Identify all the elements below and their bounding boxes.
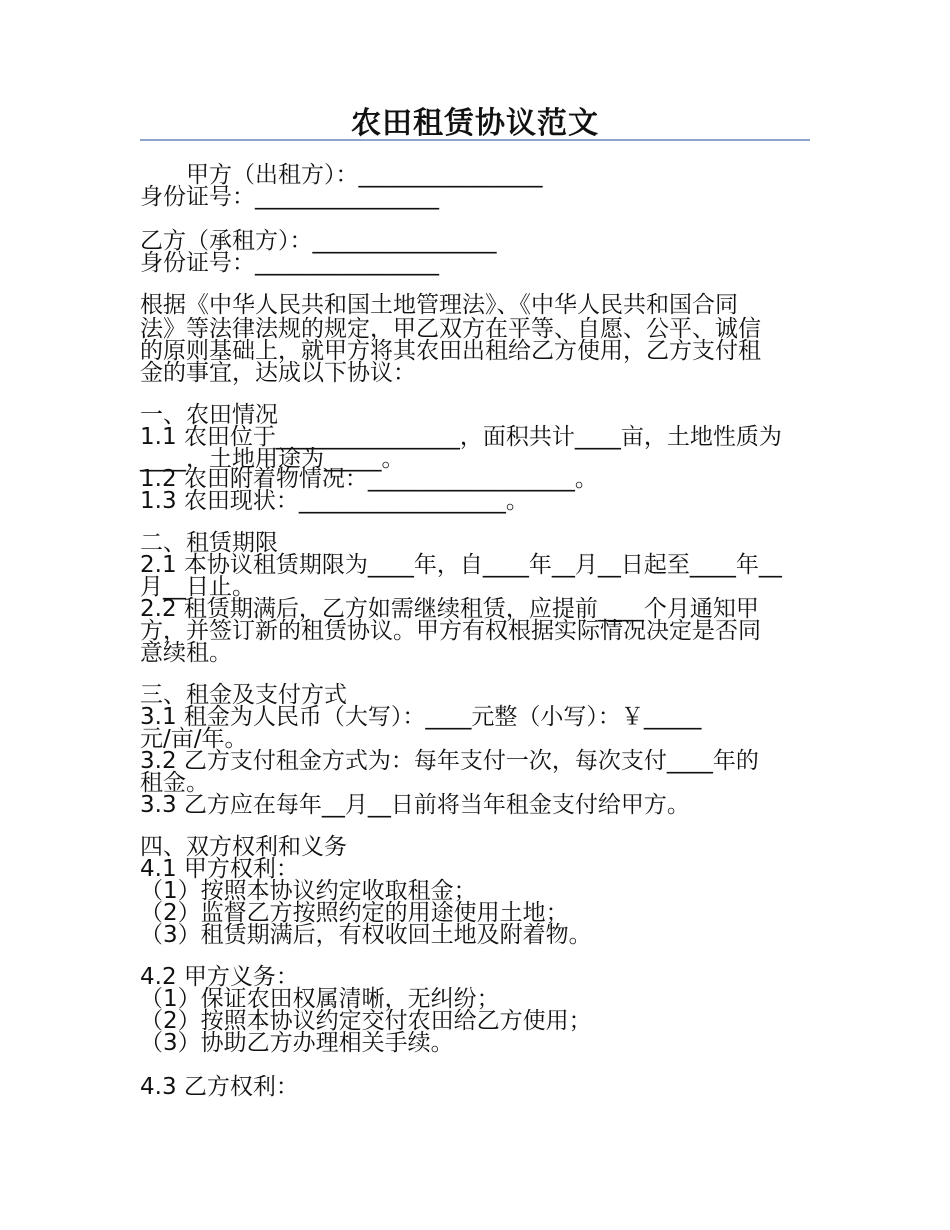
list-item: （1）保证农田权属清晰，无纠纷； (140, 986, 500, 1012)
section-heading: 一、农田情况 (140, 402, 278, 428)
section-heading: 三、租金及支付方式 (140, 682, 347, 708)
party-b-line: 乙方（承租方）：________________ (140, 228, 497, 254)
clause-line: 元/亩/年。 (140, 726, 248, 752)
clause-line: 1.3 农田现状：__________________。 (140, 488, 529, 514)
list-item: （3）租赁期满后，有权收回土地及附着物。 (140, 922, 592, 948)
list-item: （3）协助乙方办理相关手续。 (140, 1030, 454, 1056)
section-heading: 四、双方权利和义务 (140, 834, 347, 860)
list-item: （2）按照本协议约定交付农田给乙方使用； (140, 1008, 592, 1034)
party-a-id-line: 身份证号：________________ (140, 184, 439, 210)
clause-line: 3.3 乙方应在每年__月__日前将当年租金支付给甲方。 (140, 792, 690, 818)
preamble-line: 根据《中华人民共和国土地管理法》、《中华人民共和国合同 (140, 292, 738, 318)
subheading-line: 4.3 乙方权利： (140, 1074, 299, 1100)
title-underline (140, 139, 810, 141)
clause-line: 2.2 租赁期满后，乙方如需继续租赁，应提前____个月通知甲 (140, 596, 759, 622)
clause-line: 1.2 农田附着物情况：__________________。 (140, 466, 598, 492)
clause-line: 方，并签订新的租赁协议。甲方有权根据实际情况决定是否同 (140, 618, 761, 644)
clause-line: 意续租。 (140, 640, 232, 666)
section-heading: 二、租赁期限 (140, 530, 278, 556)
preamble-line: 法》等法律法规的规定，甲乙双方在平等、自愿、公平、诚信 (140, 316, 761, 342)
clause-line: 3.2 乙方支付租金方式为：每年支付一次，每次支付____年的 (140, 748, 759, 774)
clause-line: 月__日止。 (140, 574, 255, 600)
clause-line: 3.1 租金为人民币（大写）：____元整（小写）：￥_____ (140, 704, 702, 730)
list-item: （2）监督乙方按照约定的用途使用土地； (140, 900, 569, 926)
clause-line: 2.1 本协议租赁期限为____年，自____年__月__日起至____年__ (140, 552, 782, 578)
clause-line: 租金。 (140, 770, 209, 796)
preamble-line: 金的事宜，达成以下协议： (140, 360, 416, 386)
list-item: （1）按照本协议约定收取租金； (140, 878, 477, 904)
party-a-line: 甲方（出租方）：________________ (140, 162, 543, 188)
party-b-id-line: 身份证号：________________ (140, 250, 439, 276)
subheading-line: 4.1 甲方权利： (140, 856, 299, 882)
document-title: 农田租赁协议范文 (351, 106, 599, 141)
subheading-line: 4.2 甲方义务： (140, 964, 299, 990)
clause-line: ____，土地用途为_____。 (140, 446, 405, 472)
preamble-line: 的原则基础上，就甲方将其农田出租给乙方使用，乙方支付租 (140, 338, 761, 364)
clause-line: 1.1 农田位于________________，面积共计____亩，土地性质为 (140, 424, 782, 450)
